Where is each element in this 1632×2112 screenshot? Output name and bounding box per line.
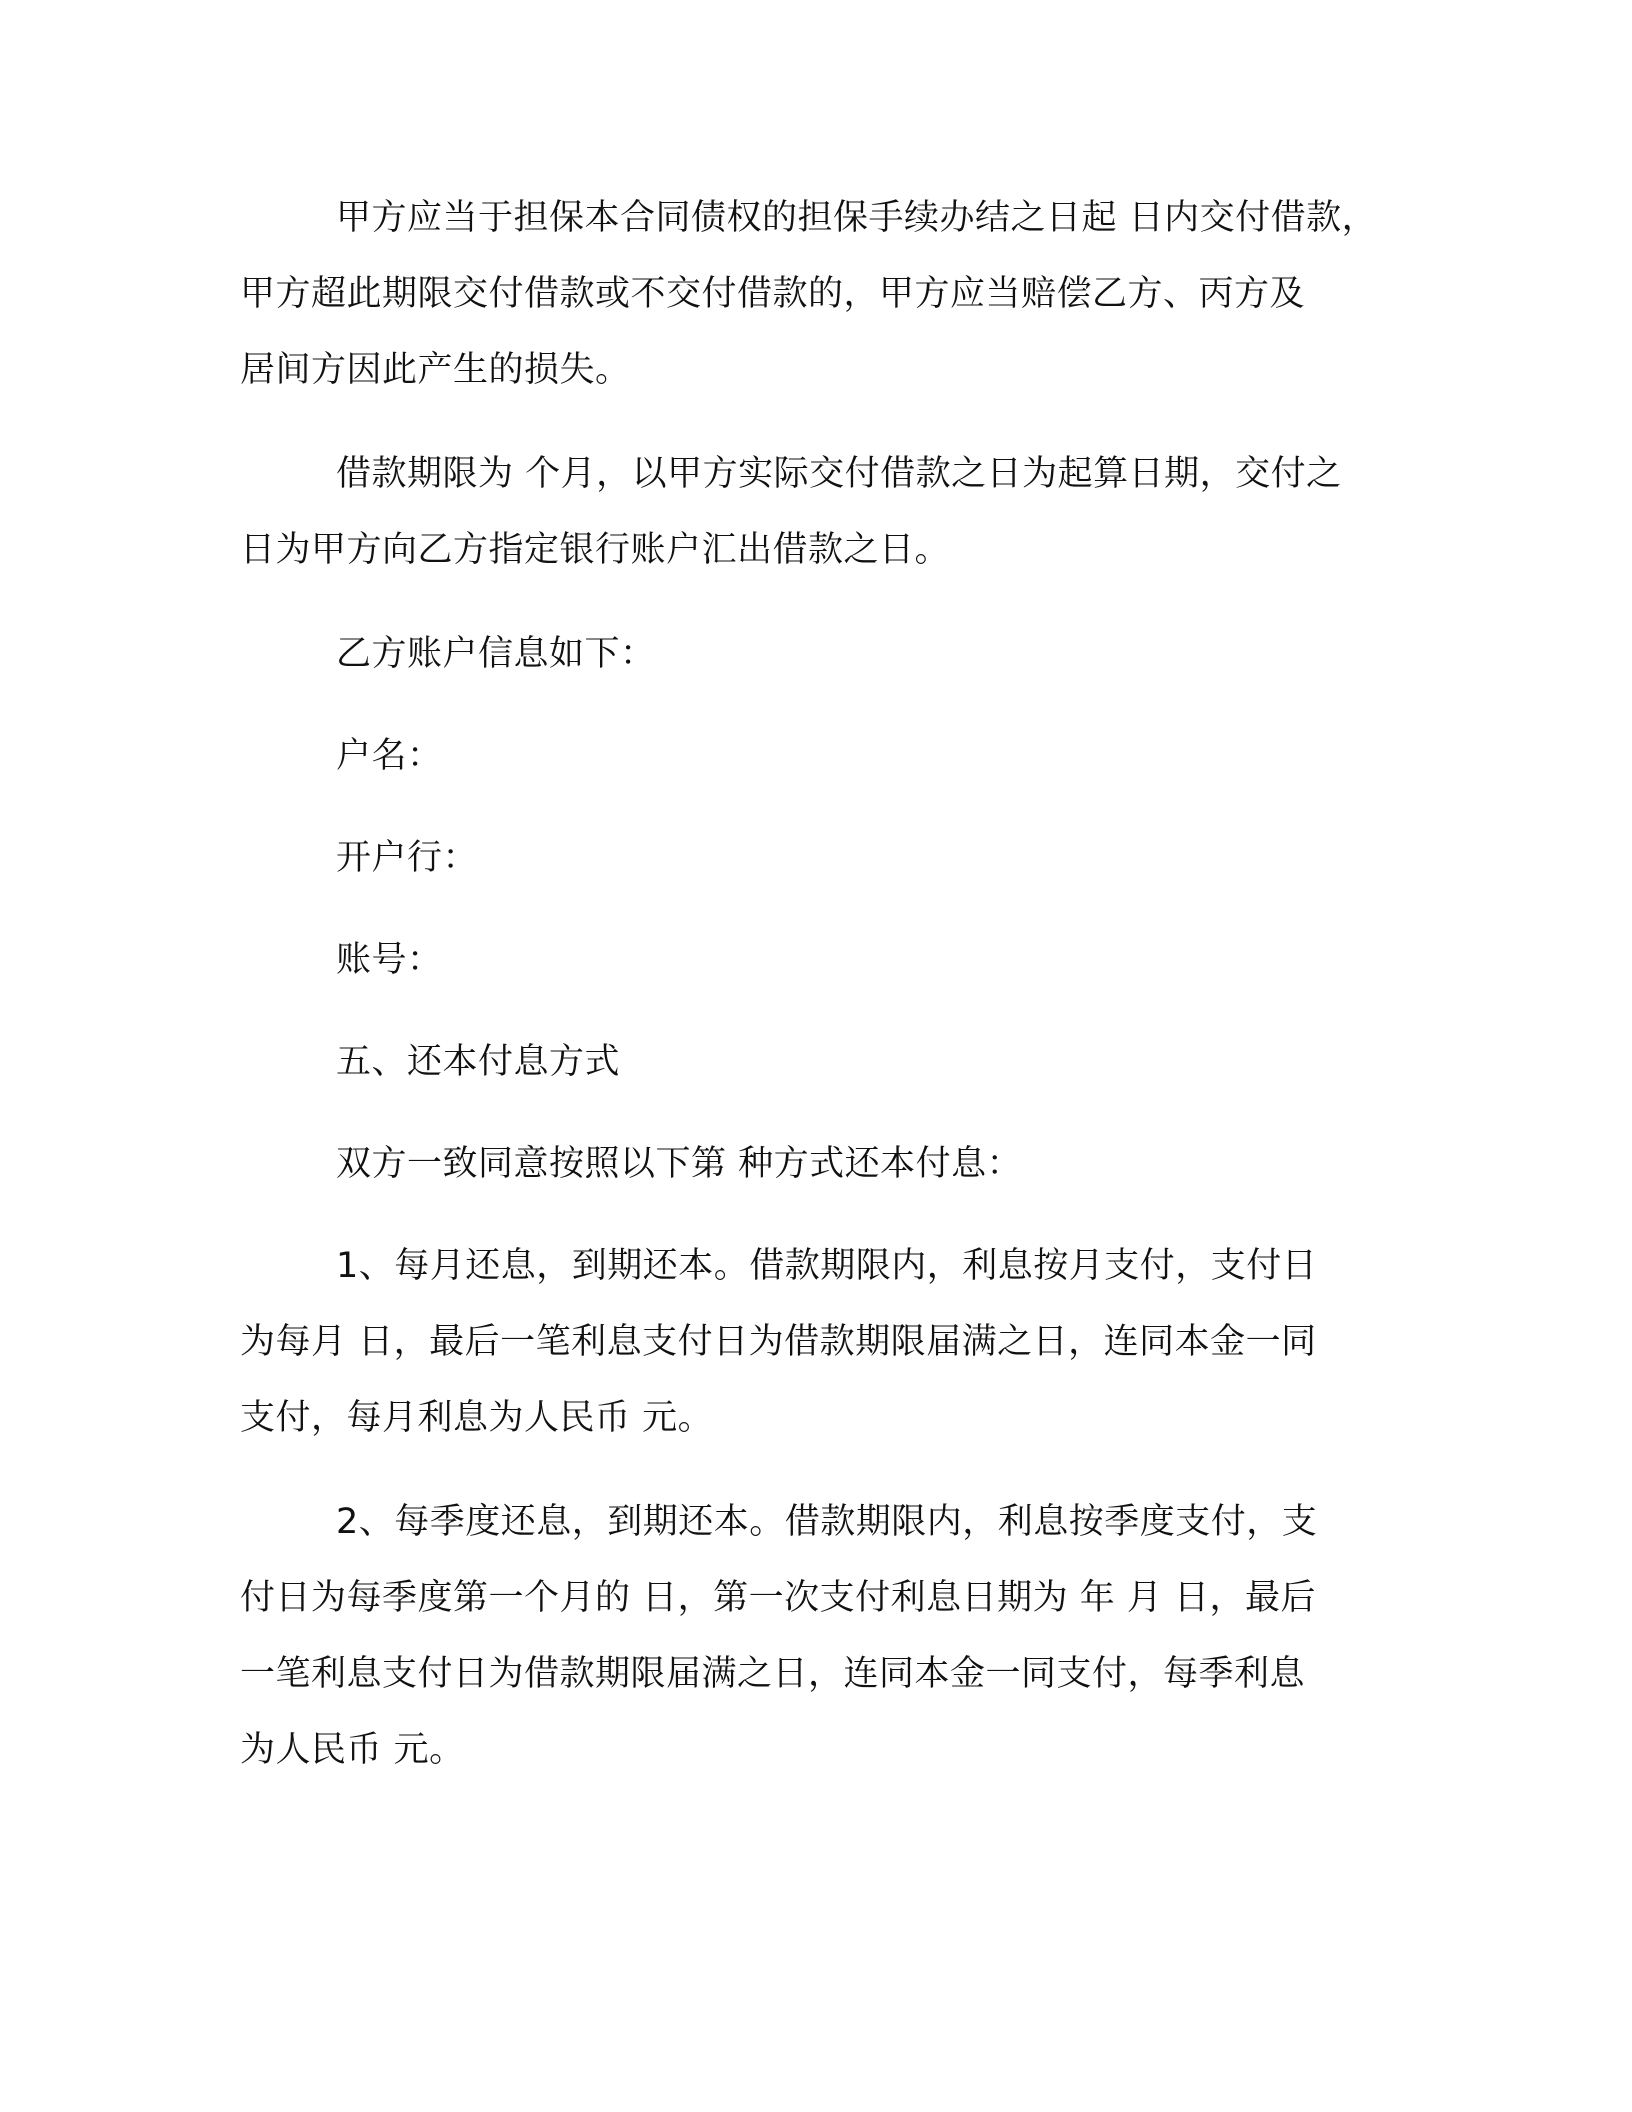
text-line: 居间方因此产生的损失。 xyxy=(240,350,631,390)
text-line: 为每月 日，最后一笔利息支付日为借款期限届满之日，连同本金一同 xyxy=(240,1322,1317,1362)
text-line: 乙方账户信息如下： xyxy=(336,634,656,674)
text-line: 双方一致同意按照以下第 种方式还本付息： xyxy=(336,1144,1023,1184)
text-line: 五、还本付息方式 xyxy=(336,1042,621,1082)
text-line: 为人民币 元。 xyxy=(240,1730,465,1770)
text-line: 日为甲方向乙方指定银行账户汇出借款之日。 xyxy=(240,530,951,570)
text-line: 付日为每季度第一个月的 日，第一次支付利息日期为 年 月 日，最后 xyxy=(240,1578,1317,1618)
text-line: 支付，每月利息为人民币 元。 xyxy=(240,1398,714,1438)
text-line: 开户行： xyxy=(336,838,479,878)
text-line: 2、每季度还息，到期还本。借款期限内，利息按季度支付，支 xyxy=(336,1502,1318,1542)
text-line: 甲方超此期限交付借款或不交付借款的，甲方应当赔偿乙方、丙方及 xyxy=(240,274,1306,314)
text-line: 借款期限为 个月，以甲方实际交付借款之日为起算日期，交付之 xyxy=(336,454,1342,494)
text-line: 一笔利息支付日为借款期限届满之日，连同本金一同支付，每季利息 xyxy=(240,1654,1306,1694)
text-line: 户名： xyxy=(336,736,443,776)
text-line: 账号： xyxy=(336,940,443,980)
text-line: 1、每月还息，到期还本。借款期限内，利息按月支付，支付日 xyxy=(336,1246,1318,1286)
text-line: 甲方应当于担保本合同债权的担保手续办结之日起 日内交付借款， xyxy=(336,198,1378,238)
